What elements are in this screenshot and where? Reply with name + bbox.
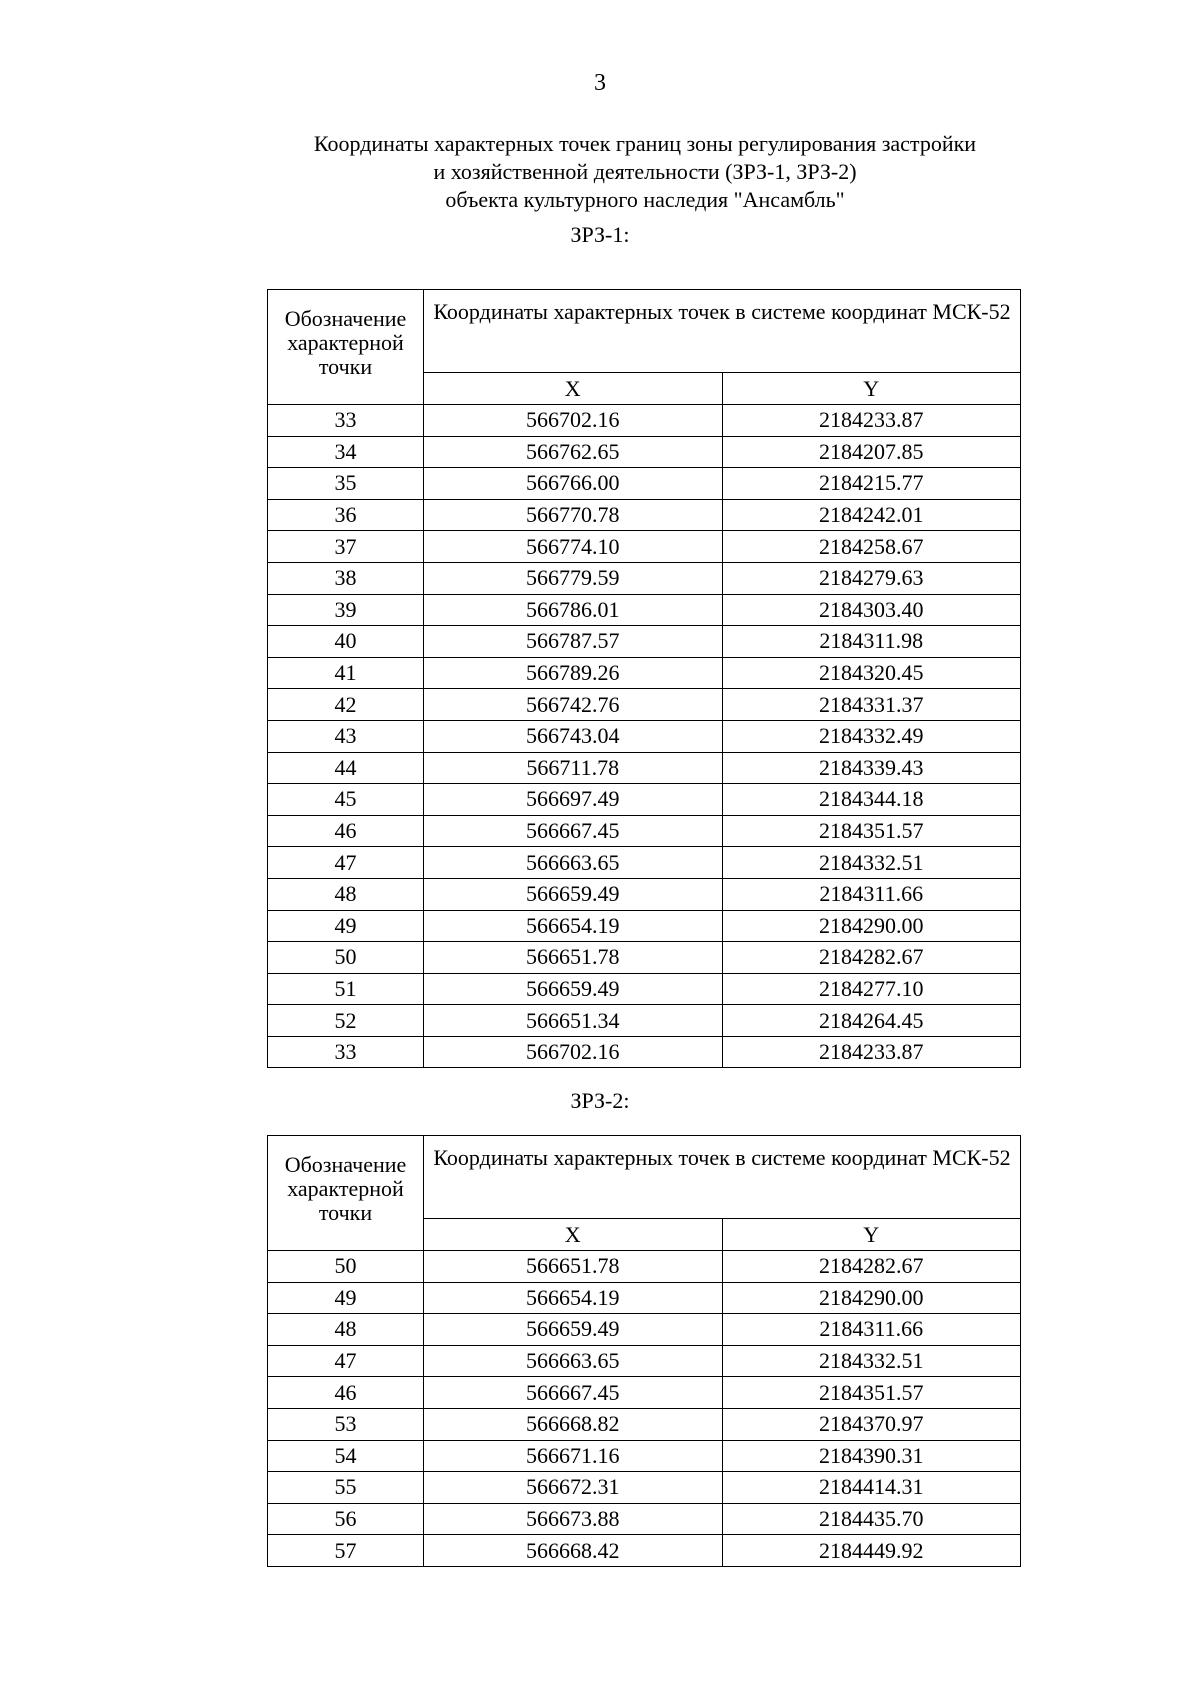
x-coordinate-cell: 566770.78 [424, 499, 723, 531]
point-cell: 57 [268, 1535, 424, 1567]
page-number: 3 [594, 70, 606, 96]
y-coordinate-cell: 2184311.98 [722, 626, 1021, 658]
zone-2-label: ЗРЗ-2: [570, 1088, 630, 1113]
table-row [268, 910, 1021, 942]
title-line-1: Координаты характерных точек границ зоны регулирования застройки [313, 131, 977, 156]
y-coordinate-cell: 2184339.43 [722, 752, 1021, 784]
table-row [268, 1503, 1021, 1535]
table-row [268, 499, 1021, 531]
point-cell: 38 [268, 562, 424, 594]
point-cell: 52 [268, 1005, 424, 1037]
x-coordinate-cell: 566673.88 [424, 1503, 723, 1535]
x-coordinate-cell: 566697.49 [424, 784, 723, 816]
point-cell: 34 [268, 436, 424, 468]
table-row [268, 1345, 1021, 1377]
x-coordinate-cell: 566654.19 [424, 1282, 723, 1314]
document-title [200, 130, 1090, 214]
x-coordinate-cell: 566711.78 [424, 752, 723, 784]
table-row [268, 1314, 1021, 1346]
x-coordinate-cell: 566667.45 [424, 815, 723, 847]
y-coordinate-cell: 2184435.70 [722, 1503, 1021, 1535]
table-row [268, 1535, 1021, 1567]
x-coordinate-cell: 566672.31 [424, 1472, 723, 1504]
table-row [268, 562, 1021, 594]
point-cell: 49 [268, 1282, 424, 1314]
x-coordinate-cell: 566659.49 [424, 973, 723, 1005]
y-coordinate-cell: 2184390.31 [722, 1440, 1021, 1472]
table-row [268, 436, 1021, 468]
y-coordinate-cell: 2184282.67 [722, 1251, 1021, 1283]
table-row [268, 405, 1021, 437]
point-cell: 41 [268, 657, 424, 689]
table-row [268, 626, 1021, 658]
y-coordinate-cell: 2184264.45 [722, 1005, 1021, 1037]
table-row [268, 1282, 1021, 1314]
point-cell: 33 [268, 1036, 424, 1068]
table-row [268, 1472, 1021, 1504]
point-cell: 50 [268, 1251, 424, 1283]
x-coordinate-cell: 566702.16 [424, 405, 723, 437]
point-cell: 37 [268, 531, 424, 563]
point-cell: 49 [268, 910, 424, 942]
y-coordinate-cell: 2184311.66 [722, 1314, 1021, 1346]
x-coordinate-cell: 566762.65 [424, 436, 723, 468]
y-coordinate-cell: 2184282.67 [722, 942, 1021, 974]
y-coordinate-cell: 2184277.10 [722, 973, 1021, 1005]
coordinates-system-header: Координаты характерных точек в системе координат МСК-52 [424, 290, 1021, 373]
x-coordinate-cell: 566668.42 [424, 1535, 723, 1567]
x-coordinate-cell: 566742.76 [424, 689, 723, 721]
point-cell: 48 [268, 878, 424, 910]
point-cell: 43 [268, 720, 424, 752]
point-designation-header: Обозначение характерной точки [268, 1136, 424, 1251]
x-coordinate-cell: 566668.82 [424, 1408, 723, 1440]
point-cell: 50 [268, 942, 424, 974]
table-row [268, 815, 1021, 847]
y-coordinate-cell: 2184242.01 [722, 499, 1021, 531]
table-row [268, 1377, 1021, 1409]
y-coordinate-cell: 2184332.49 [722, 720, 1021, 752]
zone-1-table-body [268, 405, 1021, 1068]
point-cell: 46 [268, 815, 424, 847]
point-cell: 35 [268, 468, 424, 500]
table-row [268, 689, 1021, 721]
table-row [268, 878, 1021, 910]
x-coordinate-cell: 566743.04 [424, 720, 723, 752]
point-cell: 39 [268, 594, 424, 626]
point-cell: 42 [268, 689, 424, 721]
table-row [268, 784, 1021, 816]
x-coordinate-cell: 566787.57 [424, 626, 723, 658]
y-coordinate-cell: 2184331.37 [722, 689, 1021, 721]
table-row [268, 1036, 1021, 1068]
x-coordinate-cell: 566663.65 [424, 847, 723, 879]
table-row [268, 531, 1021, 563]
table-row [268, 657, 1021, 689]
y-coordinate-cell: 2184449.92 [722, 1535, 1021, 1567]
y-coordinate-cell: 2184233.87 [722, 1036, 1021, 1068]
x-coordinate-cell: 566671.16 [424, 1440, 723, 1472]
y-coordinate-cell: 2184290.00 [722, 910, 1021, 942]
x-column-header: X [424, 373, 723, 405]
x-coordinate-cell: 566651.78 [424, 942, 723, 974]
y-coordinate-cell: 2184344.18 [722, 784, 1021, 816]
point-cell: 33 [268, 405, 424, 437]
x-coordinate-cell: 566774.10 [424, 531, 723, 563]
table-row [268, 468, 1021, 500]
x-coordinate-cell: 566651.78 [424, 1251, 723, 1283]
y-column-header: Y [722, 1219, 1021, 1251]
point-cell: 51 [268, 973, 424, 1005]
y-coordinate-cell: 2184215.77 [722, 468, 1021, 500]
table-row [268, 1408, 1021, 1440]
point-cell: 47 [268, 847, 424, 879]
y-coordinate-cell: 2184351.57 [722, 1377, 1021, 1409]
table-row [268, 752, 1021, 784]
y-coordinate-cell: 2184207.85 [722, 436, 1021, 468]
table-row [268, 1005, 1021, 1037]
y-coordinate-cell: 2184233.87 [722, 405, 1021, 437]
coordinates-system-header: Координаты характерных точек в системе координат МСК-52 [424, 1136, 1021, 1219]
point-cell: 54 [268, 1440, 424, 1472]
x-coordinate-cell: 566651.34 [424, 1005, 723, 1037]
table-row [268, 942, 1021, 974]
zone-2-table-body [268, 1251, 1021, 1567]
y-coordinate-cell: 2184279.63 [722, 562, 1021, 594]
x-coordinate-cell: 566667.45 [424, 1377, 723, 1409]
point-cell: 44 [268, 752, 424, 784]
zone-2-coordinates-table [267, 1135, 1021, 1567]
point-cell: 55 [268, 1472, 424, 1504]
table-row [268, 594, 1021, 626]
zone-1-label: ЗРЗ-1: [570, 222, 630, 247]
x-coordinate-cell: 566659.49 [424, 878, 723, 910]
table-row [268, 720, 1021, 752]
table-row [268, 1440, 1021, 1472]
x-coordinate-cell: 566659.49 [424, 1314, 723, 1346]
point-cell: 40 [268, 626, 424, 658]
x-coordinate-cell: 566789.26 [424, 657, 723, 689]
point-cell: 47 [268, 1345, 424, 1377]
y-coordinate-cell: 2184290.00 [722, 1282, 1021, 1314]
table-row [268, 1251, 1021, 1283]
y-coordinate-cell: 2184303.40 [722, 594, 1021, 626]
point-cell: 45 [268, 784, 424, 816]
point-designation-header: Обозначение характерной точки [268, 290, 424, 405]
table-row [268, 973, 1021, 1005]
title-line-3: объекта культурного наследия "Ансамбль" [445, 187, 845, 212]
x-coordinate-cell: 566766.00 [424, 468, 723, 500]
point-cell: 48 [268, 1314, 424, 1346]
zone-1-coordinates-table [267, 289, 1021, 1068]
y-column-header: Y [722, 373, 1021, 405]
y-coordinate-cell: 2184351.57 [722, 815, 1021, 847]
x-column-header: X [424, 1219, 723, 1251]
y-coordinate-cell: 2184370.97 [722, 1408, 1021, 1440]
y-coordinate-cell: 2184332.51 [722, 847, 1021, 879]
title-line-2: и хозяйственной деятельности (ЗРЗ-1, ЗРЗ-2) [433, 159, 857, 184]
y-coordinate-cell: 2184332.51 [722, 1345, 1021, 1377]
y-coordinate-cell: 2184414.31 [722, 1472, 1021, 1504]
y-coordinate-cell: 2184320.45 [722, 657, 1021, 689]
point-cell: 53 [268, 1408, 424, 1440]
point-cell: 56 [268, 1503, 424, 1535]
x-coordinate-cell: 566654.19 [424, 910, 723, 942]
table-row [268, 847, 1021, 879]
x-coordinate-cell: 566702.16 [424, 1036, 723, 1068]
x-coordinate-cell: 566663.65 [424, 1345, 723, 1377]
y-coordinate-cell: 2184258.67 [722, 531, 1021, 563]
point-cell: 46 [268, 1377, 424, 1409]
y-coordinate-cell: 2184311.66 [722, 878, 1021, 910]
x-coordinate-cell: 566786.01 [424, 594, 723, 626]
point-cell: 36 [268, 499, 424, 531]
x-coordinate-cell: 566779.59 [424, 562, 723, 594]
